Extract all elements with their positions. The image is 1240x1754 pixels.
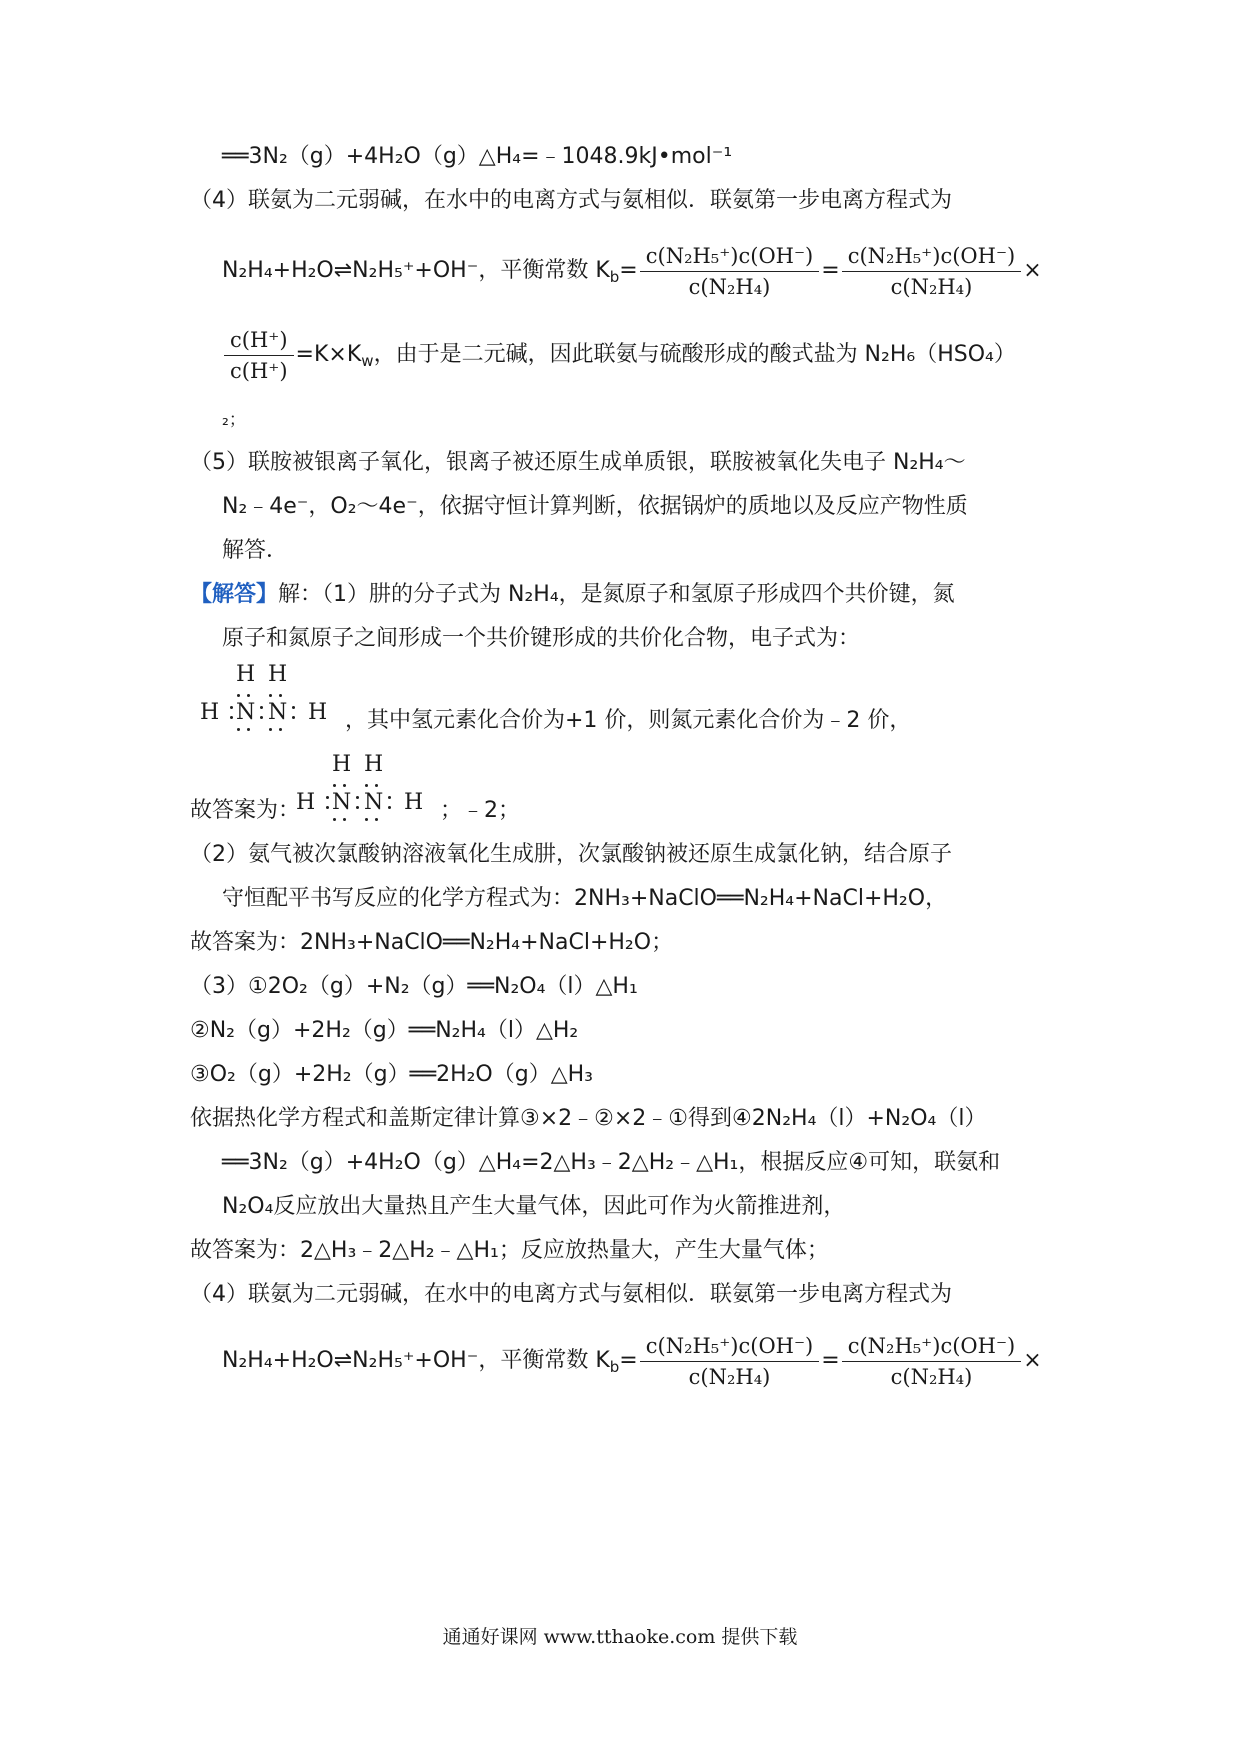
nitrogen-atom: N bbox=[236, 700, 256, 725]
hydrogen-atom: H bbox=[404, 790, 424, 815]
subscript-continuation: ₂； bbox=[222, 410, 246, 430]
answer-tag: 【解答】 bbox=[190, 582, 279, 607]
fraction bbox=[640, 1331, 820, 1392]
hydrogen-atom: H bbox=[200, 700, 220, 725]
paragraph-line: （4）联氨为二元弱碱，在水中的电离方式与氨相似．联氨第一步电离方程式为 bbox=[190, 1282, 952, 1307]
fraction-numerator: c(H⁺) bbox=[230, 327, 288, 352]
answer-line bbox=[190, 580, 955, 610]
nitrogen-atom: N bbox=[332, 790, 352, 815]
fraction-denominator: c(H⁺) bbox=[230, 358, 288, 383]
times-sign: × bbox=[1023, 258, 1042, 283]
fraction-denominator: c(N₂H₄) bbox=[688, 274, 771, 299]
equation-line: （3）①2O₂（g）+N₂（g）══N₂O₄（l）△H₁ bbox=[190, 974, 638, 999]
paragraph-line: 原子和氮原子之间形成一个共价键形成的共价化合物，电子式为： bbox=[222, 626, 861, 651]
answer-line: 故答案为：2△H₃﹣2△H₂﹣△H₁；反应放热量大，产生大量气体； bbox=[190, 1238, 829, 1263]
fraction bbox=[224, 325, 294, 386]
hydrogen-atom: H bbox=[364, 752, 384, 777]
equals-sign: = bbox=[821, 1348, 840, 1373]
hydrogen-atom: H bbox=[236, 662, 256, 687]
kw-expression: =K×K bbox=[295, 342, 362, 367]
fraction-numerator: c(N₂H₅⁺)c(OH⁻) bbox=[847, 1333, 1016, 1358]
answer-line: 故答案为：2NH₃+NaClO══N₂H₄+NaCl+H₂O； bbox=[190, 930, 674, 955]
equals-sign: = bbox=[619, 258, 638, 283]
hydrogen-atom: H bbox=[332, 752, 352, 777]
paragraph-line: ，其中氢元素化合价为+1 价，则氮元素化合价为﹣2 价， bbox=[345, 708, 912, 733]
equilibrium-constant-line bbox=[222, 1326, 1042, 1396]
ionization-equation: N₂H₄+H₂O⇌N₂H₅⁺+OH⁻，平衡常数 K bbox=[222, 1348, 610, 1373]
fraction-numerator: c(N₂H₅⁺)c(OH⁻) bbox=[645, 1333, 814, 1358]
nitrogen-atom: N bbox=[364, 790, 384, 815]
equation-line: ②N₂（g）+2H₂（g）══N₂H₄（l）△H₂ bbox=[190, 1018, 579, 1043]
nitrogen-atom: N bbox=[268, 700, 288, 725]
hydrogen-atom: H bbox=[268, 662, 288, 687]
paragraph-line: 依据热化学方程式和盖斯定律计算③×2﹣②×2﹣①得到④2N₂H₄（l）+N₂O₄（l） bbox=[190, 1106, 987, 1131]
paragraph-line: 守恒配平书写反应的化学方程式为：2NH₃+NaClO══N₂H₄+NaCl+H₂O， bbox=[222, 886, 948, 911]
paragraph-text: ，由于是二元碱，因此联氨与硫酸形成的酸式盐为 N₂H₆（HSO₄） bbox=[373, 342, 1016, 367]
answer-text: 解：（1）肼的分子式为 N₂H₄，是氮原子和氢原子形成四个共价键，氮 bbox=[278, 582, 955, 607]
kb-subscript: b bbox=[609, 268, 620, 286]
ionization-equation: N₂H₄+H₂O⇌N₂H₅⁺+OH⁻，平衡常数 K bbox=[222, 258, 610, 283]
times-sign: × bbox=[1023, 1348, 1042, 1373]
answer-suffix: ；﹣2； bbox=[440, 798, 520, 823]
hydrogen-atom: H bbox=[308, 700, 328, 725]
fraction-numerator: c(N₂H₅⁺)c(OH⁻) bbox=[645, 243, 814, 268]
page-footer: 通通好课网 www.tthaoke.com 提供下载 bbox=[442, 1626, 798, 1648]
fraction bbox=[842, 1331, 1022, 1392]
answer-prefix: 故答案为： bbox=[190, 798, 301, 823]
paragraph-line: N₂﹣4e⁻，O₂～4e⁻，依据守恒计算判断，依据锅炉的质地以及反应产物性质 bbox=[222, 494, 968, 519]
fraction-numerator: c(N₂H₅⁺)c(OH⁻) bbox=[847, 243, 1016, 268]
paragraph-line: （2）氨气被次氯酸钠溶液氧化生成肼，次氯酸钠被还原生成氯化钠，结合原子 bbox=[190, 842, 952, 867]
paragraph-line: （4）联氨为二元弱碱，在水中的电离方式与氨相似．联氨第一步电离方程式为 bbox=[190, 188, 952, 213]
paragraph-line: 解答． bbox=[222, 538, 289, 563]
equilibrium-constant-line bbox=[222, 236, 1042, 306]
kw-subscript: w bbox=[361, 352, 374, 370]
equilibrium-constant-continued bbox=[222, 320, 1016, 390]
hydrogen-atom: H bbox=[296, 790, 316, 815]
hydrazine-lewis-structure bbox=[296, 752, 438, 832]
paragraph-line: ══3N₂（g）+4H₂O（g）△H₄=2△H₃﹣2△H₂﹣△H₁，根据反应④可知，联氨和 bbox=[222, 1150, 1001, 1175]
paragraph-line: （5）联胺被银离子氧化，银离子被还原生成单质银，联胺被氧化失电子 N₂H₄～ bbox=[190, 450, 966, 475]
paragraph-line: N₂O₄反应放出大量热且产生大量气体，因此可作为火箭推进剂， bbox=[222, 1194, 846, 1219]
fraction-denominator: c(N₂H₄) bbox=[890, 1364, 973, 1389]
fraction bbox=[842, 241, 1022, 302]
fraction-denominator: c(N₂H₄) bbox=[688, 1364, 771, 1389]
equation-line: ══3N₂（g）+4H₂O（g）△H₄=﹣1048.9kJ•mol⁻¹ bbox=[222, 144, 733, 169]
hydrazine-lewis-structure bbox=[200, 662, 342, 742]
fraction-denominator: c(N₂H₄) bbox=[890, 274, 973, 299]
equals-sign: = bbox=[619, 1348, 638, 1373]
fraction bbox=[640, 241, 820, 302]
equals-sign: = bbox=[821, 258, 840, 283]
equation-line: ③O₂（g）+2H₂（g）══2H₂O（g）△H₃ bbox=[190, 1062, 593, 1087]
kb-subscript: b bbox=[609, 1358, 620, 1376]
